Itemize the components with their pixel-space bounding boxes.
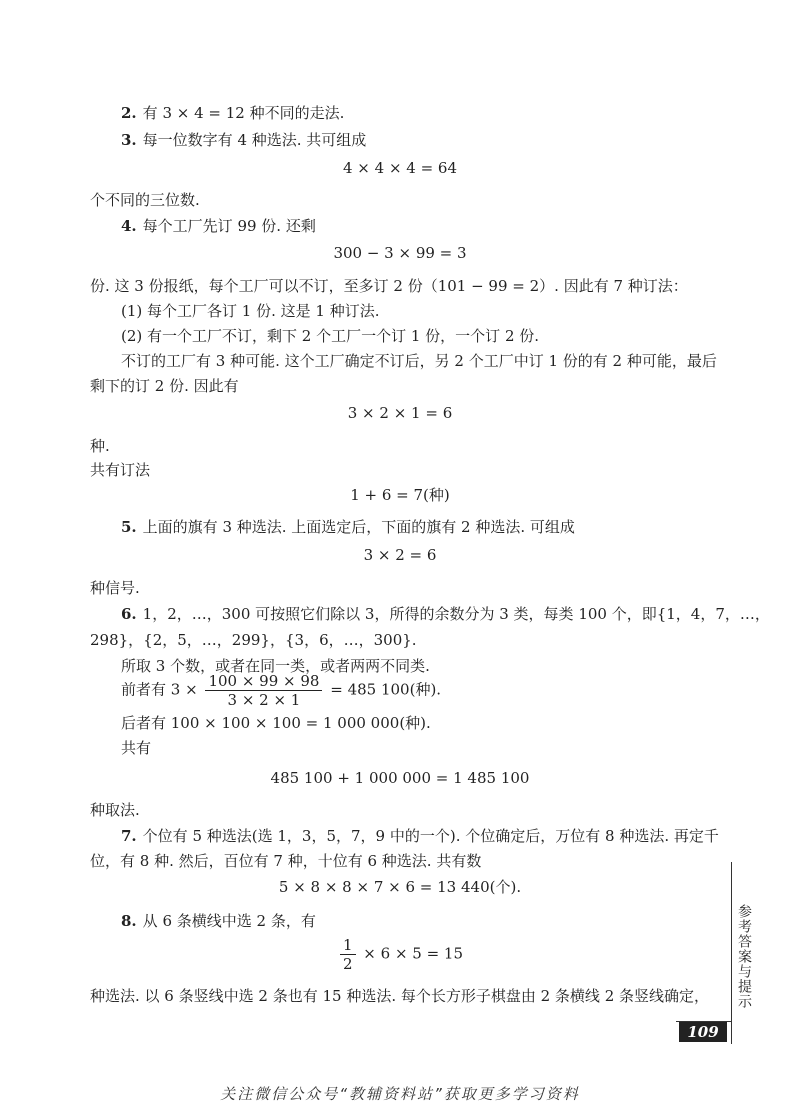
fraction-denominator: 3 × 2 × 1 <box>227 691 301 709</box>
item-6 <box>121 604 770 624</box>
fraction-equation <box>0 936 800 973</box>
fraction-numerator: 100 × 99 × 98 <box>205 672 322 691</box>
text-line: 298}，{2，5，…，299}，{3，6，…，300}. <box>90 631 417 649</box>
item-5 <box>121 517 575 537</box>
page-number: 109 <box>679 1022 727 1042</box>
text-line: 共有 <box>121 739 152 757</box>
item-text: 上面的旗有 3 种选法. 上面选定后，下面的旗有 2 种选法. 可组成 <box>142 518 575 536</box>
fraction-line <box>121 672 441 709</box>
text-line: 种. <box>90 437 110 455</box>
fraction-numerator: 1 <box>340 936 356 955</box>
item-text: 个位有 5 种选法(选 1，3，5，7，9 中的一个). 个位确定后，万位有 8 种选法. 再定千 <box>142 827 719 845</box>
text-line: 份. 这 3 份报纸，每个工厂可以不订，至多订 2 份（101 − 99 = 2）. 因此有 7 种订法： <box>90 277 688 295</box>
text-span: 前者有 3 × <box>121 680 198 699</box>
text-line: 种选法. 以 6 条竖线中选 2 条也有 15 种选法. 每个长方形子棋盘由 2 条横线 2 条竖线确定， <box>90 987 710 1005</box>
item-text: 每个工厂先订 99 份. 还剩 <box>142 217 316 235</box>
text-line: 不订的工厂有 3 种可能. 这个工厂确定不订后，另 2 个工厂中订 1 份的有 2 种可能，最后 <box>121 352 717 370</box>
text-line: 种信号. <box>90 579 140 597</box>
equation: 3 × 2 = 6 <box>363 546 437 564</box>
fraction <box>340 936 356 973</box>
equation: 485 100 + 1 000 000 = 1 485 100 <box>270 769 530 787</box>
equation: 3 × 2 × 1 = 6 <box>347 404 453 422</box>
margin-rule <box>731 862 732 1044</box>
item-3 <box>121 130 366 150</box>
item-text: 从 6 条横线中选 2 条，有 <box>142 912 316 930</box>
text-span: × 6 × 5 = 15 <box>363 944 464 963</box>
item-number: 6. <box>121 605 137 623</box>
text-line: 位，有 8 种. 然后，百位有 7 种，十位有 6 种选法. 共有数 <box>90 852 482 870</box>
item-number: 3. <box>121 131 137 149</box>
text-line: 种取法. <box>90 801 140 819</box>
item-number: 2. <box>121 104 137 122</box>
item-8 <box>121 911 316 931</box>
item-number: 8. <box>121 912 137 930</box>
item-text: 1，2，…，300 可按照它们除以 3，所得的余数分为 3 类，每类 100 个，即{1，4，7，…， <box>142 605 770 623</box>
item-number: 7. <box>121 827 137 845</box>
text-line: 后者有 100 × 100 × 100 = 1 000 000(种). <box>121 714 431 732</box>
item-number: 4. <box>121 217 137 235</box>
fraction <box>205 672 322 709</box>
equation: 4 × 4 × 4 = 64 <box>342 159 458 177</box>
text-line: (2) 有一个工厂不订，剩下 2 个工厂一个订 1 份，一个订 2 份. <box>121 327 540 345</box>
item-text: 有 3 × 4 = 12 种不同的走法. <box>142 104 345 122</box>
section-side-label: 参考答案与提示 <box>736 904 752 1009</box>
item-7 <box>121 826 719 846</box>
equation: 1 + 6 = 7(种) <box>350 486 450 504</box>
item-text: 每一位数字有 4 种选法. 共可组成 <box>142 131 367 149</box>
text-line: (1) 每个工厂各订 1 份. 这是 1 种订法. <box>121 302 380 320</box>
text-line: 共有订法 <box>90 461 151 479</box>
equation: 300 − 3 × 99 = 3 <box>333 244 467 262</box>
text-span: = 485 100(种). <box>330 680 442 699</box>
item-2 <box>121 103 344 123</box>
equation: 5 × 8 × 8 × 7 × 6 = 13 440(个). <box>278 878 522 896</box>
text-line: 剩下的订 2 份. 因此有 <box>90 377 239 395</box>
item-number: 5. <box>121 518 137 536</box>
footer-watermark: 关注微信公众号“教辅资料站”获取更多学习资料 <box>220 1085 580 1103</box>
text-line: 个不同的三位数. <box>90 191 200 209</box>
text-line: 所取 3 个数，或者在同一类，或者两两不同类. <box>121 657 430 675</box>
fraction-denominator: 2 <box>342 955 353 973</box>
item-4 <box>121 216 316 236</box>
